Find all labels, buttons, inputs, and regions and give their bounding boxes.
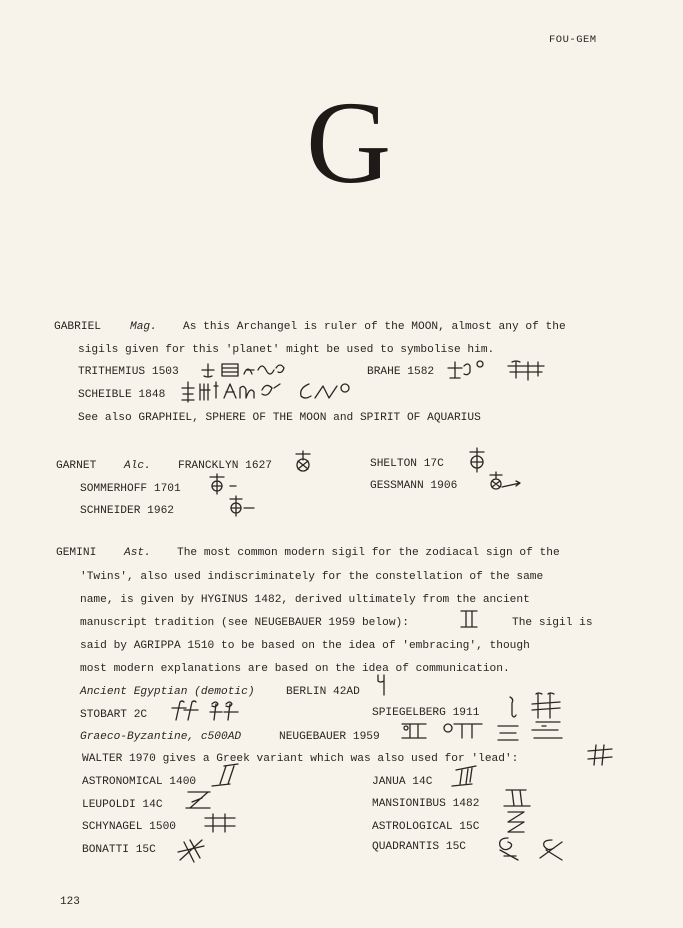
sigil-leupoldi-gemini: [184, 788, 214, 812]
sigil-gemini-common: [458, 608, 480, 630]
source-shelton: SHELTON 17C: [370, 458, 444, 470]
gemini-text-line-6: most modern explanations are based on the idea of communication.: [80, 663, 510, 675]
sigil-neugebauer-gemini-2: [442, 720, 484, 742]
sigil-gessmann-garnet: [486, 470, 524, 496]
sigil-walter-lead: [586, 743, 614, 767]
sigil-francklyn-garnet: [292, 450, 314, 474]
section-letter: G: [306, 77, 392, 208]
sigil-stobart-gemini: [170, 698, 242, 722]
sigil-brahe-moon-2: [506, 358, 548, 382]
sigil-spiegelberg-gemini-1: [504, 695, 520, 721]
sigil-mansionibus-gemini: [502, 786, 532, 810]
sigil-neugebauer-gemini-3: [496, 722, 520, 744]
source-gessmann: GESSMANN 1906: [370, 480, 458, 492]
sigil-quadrantis-gemini-2: [536, 836, 566, 862]
sigil-schynagel-gemini: [203, 812, 237, 834]
gemini-text-line-2: 'Twins', also used indiscriminately for the constellation of the same: [80, 571, 544, 583]
entry-term-garnet: GARNET: [56, 460, 97, 472]
source-schneider: SCHNEIDER 1962: [80, 505, 174, 517]
source-brahe: BRAHE 1582: [367, 366, 435, 378]
sigil-sommerhoff-garnet: [206, 472, 240, 496]
gabriel-see-also: See also GRAPHIEL, SPHERE OF THE MOON and SPIRIT OF AQUARIUS: [78, 412, 481, 424]
gabriel-text-line-2: sigils given for this 'planet' might be used to symbolise him.: [78, 344, 495, 356]
source-berlin: BERLIN 42AD: [286, 686, 360, 698]
source-mansionibus: MANSIONIBUS 1482: [372, 798, 480, 810]
sigil-quadrantis-gemini-1: [494, 834, 522, 862]
source-trithemius: TRITHEMIUS 1503: [78, 366, 179, 378]
gemini-text-line-4b: The sigil is: [512, 617, 593, 629]
source-neugebauer: NEUGEBAUER 1959: [279, 731, 380, 743]
sigil-brahe-moon-1: [446, 358, 486, 380]
sigil-schneider-garnet: [226, 494, 258, 518]
running-header: FOU-GEM: [549, 34, 597, 46]
source-francklyn: FRANCKLYN 1627: [178, 460, 272, 472]
source-astrological: ASTROLOGICAL 15C: [372, 821, 480, 833]
gemini-text-line-5: said by AGRIPPA 1510 to be based on the idea of 'embracing', though: [80, 640, 530, 652]
source-leupoldi: LEUPOLDI 14C: [82, 799, 163, 811]
sigil-astronomical-gemini: [210, 762, 240, 790]
label-graeco-byzantine: Graeco-Byzantine, c500AD: [80, 731, 242, 743]
gabriel-text-line-1: As this Archangel is ruler of the MOON, almost any of the: [183, 321, 566, 333]
source-sommerhoff: SOMMERHOFF 1701: [80, 483, 181, 495]
source-janua: JANUA 14C: [372, 776, 433, 788]
gemini-text-line-3: name, is given by HYGINUS 1482, derived ultimately from the ancient: [80, 594, 530, 606]
sigil-scheible-moon-2: [297, 380, 357, 402]
source-schynagel: SCHYNAGEL 1500: [82, 821, 176, 833]
sigil-bonatti-gemini: [176, 836, 206, 864]
gemini-text-line-1: The most common modern sigil for the zodiacal sign of the: [177, 547, 560, 559]
page-number: 123: [60, 896, 80, 908]
entry-term-gemini: GEMINI: [56, 547, 97, 559]
sigil-neugebauer-gemini-4: [530, 718, 564, 742]
entry-category-gabriel: Mag.: [130, 321, 157, 333]
label-ancient-egyptian: Ancient Egyptian (demotic): [80, 686, 255, 698]
sigil-berlin-gemini: [374, 673, 390, 697]
source-stobart: STOBART 2C: [80, 709, 148, 721]
sigil-janua-gemini: [450, 764, 480, 790]
entry-term-gabriel: GABRIEL: [54, 321, 101, 333]
sigil-neugebauer-gemini-1: [400, 720, 428, 742]
source-astronomical: ASTRONOMICAL 1400: [82, 776, 197, 788]
sigil-spiegelberg-gemini-2: [530, 692, 564, 720]
source-bonatti: BONATTI 15C: [82, 844, 156, 856]
source-scheible: SCHEIBLE 1848: [78, 389, 166, 401]
sigil-astrological-gemini: [504, 808, 528, 836]
entry-category-gemini: Ast.: [124, 547, 151, 559]
source-spiegelberg: SPIEGELBERG 1911: [372, 707, 480, 719]
source-quadrantis: QUADRANTIS 15C: [372, 841, 466, 853]
sigil-trithemius-moon: [200, 358, 288, 380]
gemini-text-line-4: manuscript tradition (see NEUGEBAUER 1959 below):: [80, 617, 409, 629]
sigil-scheible-moon-1: [180, 380, 286, 404]
entry-category-garnet: Alc.: [124, 460, 151, 472]
walter-text: WALTER 1970 gives a Greek variant which was also used for 'lead':: [82, 753, 519, 765]
